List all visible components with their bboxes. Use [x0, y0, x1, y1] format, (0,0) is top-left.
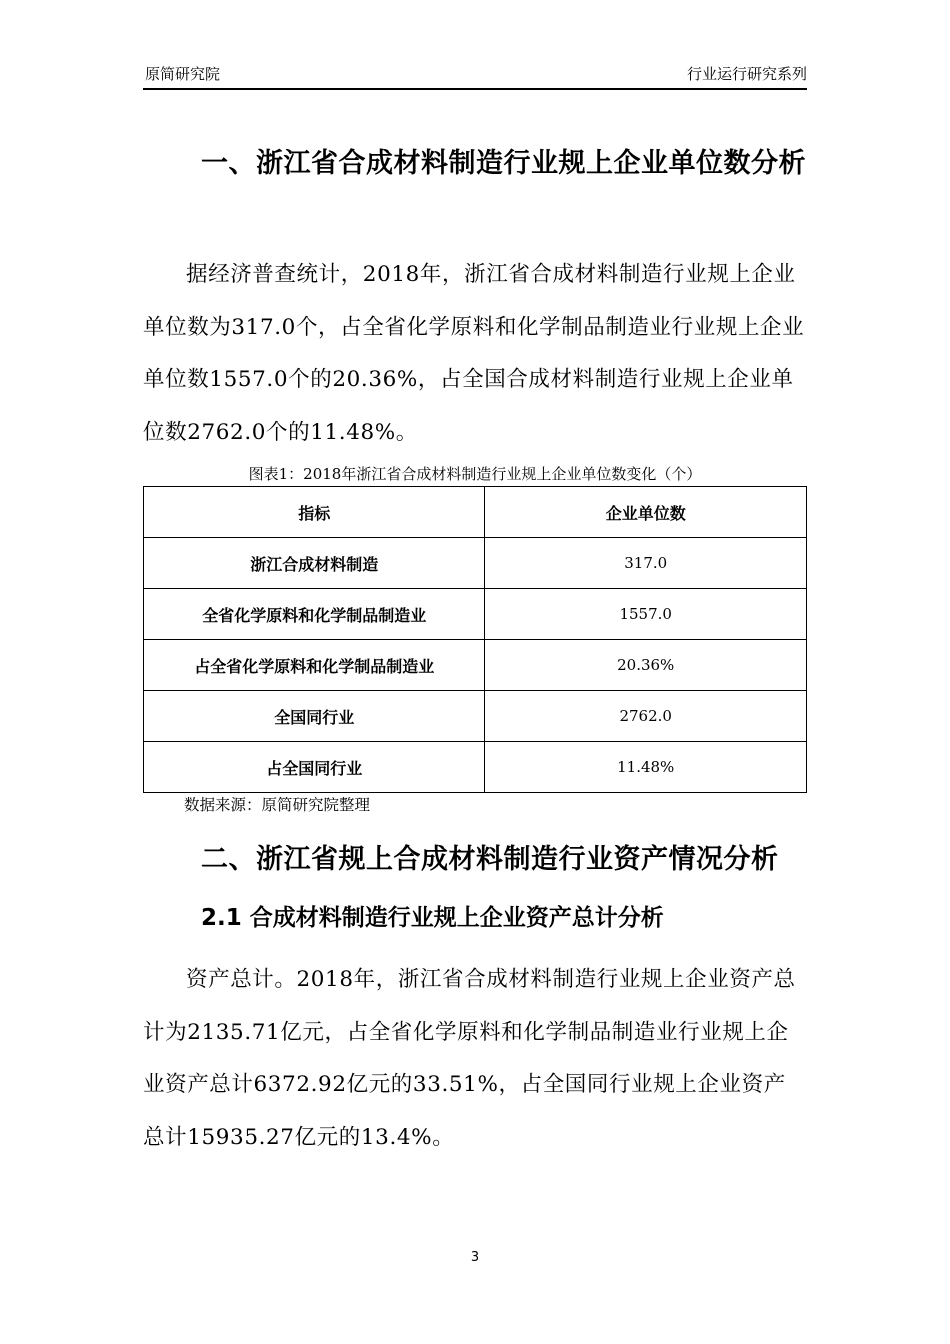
row-label: 占全省化学原料和化学制品制造业: [144, 640, 485, 691]
row-value: 11.48%: [485, 742, 807, 793]
section2-paragraph: 资产总计。2018年，浙江省合成材料制造行业规上企业资产总计为2135.71亿元，占全省化学原料和化学制品制造业行业规上企业资产总计6372.92亿元的33.51%，占全国同行业规上企业资产总计15935.27亿元的13.4%。: [143, 967, 796, 1150]
row-value: 1557.0: [485, 589, 807, 640]
section1-paragraph: 据经济普查统计，2018年，浙江省合成材料制造行业规上企业单位数为317.0个，占全省化学原料和化学制品制造业行业规上企业单位数1557.0个的20.36%，占全国合成材料制造行业规上企业单位数2762.0个的11.48%。: [143, 262, 805, 445]
row-label: 全国同行业: [144, 691, 485, 742]
table-caption: 图表1：2018年浙江省合成材料制造行业规上企业单位数变化（个）: [248, 465, 702, 483]
page-number: 3: [470, 1250, 480, 1265]
enterprise-count-table: [143, 486, 807, 793]
section2-title: 二、浙江省规上合成材料制造行业资产情况分析: [201, 844, 779, 875]
header-series-name: 行业运行研究系列: [686, 65, 807, 83]
table-row: [144, 742, 807, 793]
row-label: 浙江合成材料制造: [144, 538, 485, 589]
table-source-note: 数据来源：原简研究院整理: [184, 796, 371, 814]
table-row: [144, 691, 807, 742]
row-value: 2762.0: [485, 691, 807, 742]
table-row: [144, 538, 807, 589]
section1-title: 一、浙江省合成材料制造行业规上企业单位数分析: [201, 148, 806, 179]
row-value: 317.0: [485, 538, 807, 589]
section2-subtitle: 2.1 合成材料制造行业规上企业资产总计分析: [201, 905, 664, 931]
row-label: 全省化学原料和化学制品制造业: [144, 589, 485, 640]
table-header-count: 企业单位数: [485, 487, 807, 538]
table-header-indicator: 指标: [144, 487, 485, 538]
table-row: [144, 589, 807, 640]
row-label: 占全国同行业: [144, 742, 485, 793]
table-header-row: [144, 487, 807, 538]
table-row: [144, 640, 807, 691]
row-value: 20.36%: [485, 640, 807, 691]
header-org-name: 原简研究院: [145, 65, 221, 83]
header-divider: [143, 88, 807, 90]
